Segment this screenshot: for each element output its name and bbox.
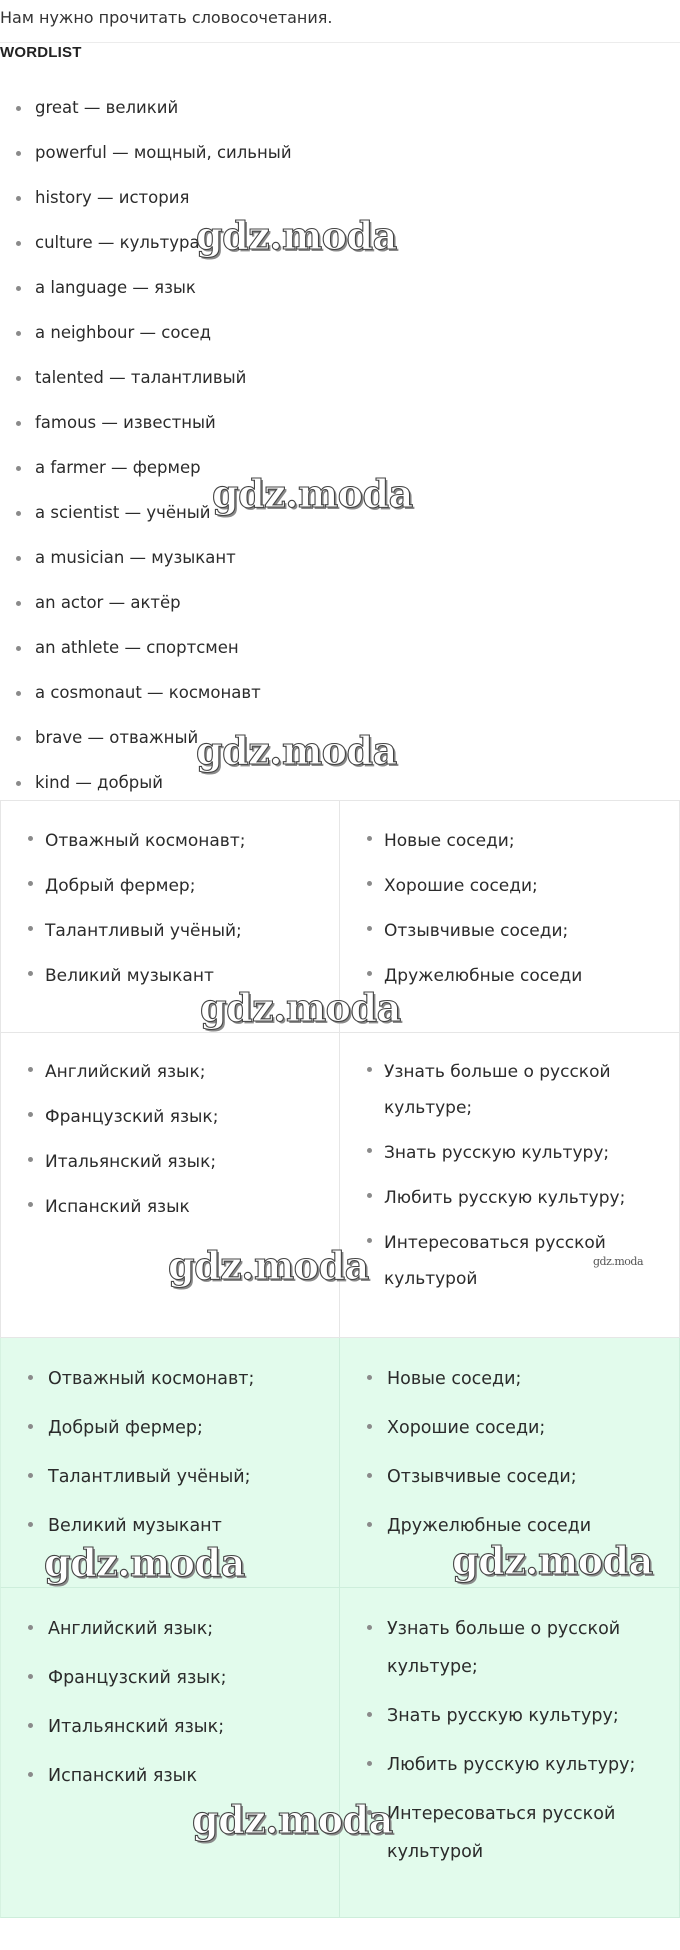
table-cell [340, 1588, 680, 1918]
list-item-text: Талантливый учёный; [48, 1467, 251, 1487]
table-cell [340, 1032, 680, 1338]
list-item [28, 913, 329, 949]
list-item-text: Новые соседи; [384, 831, 515, 851]
list-item-text: Английский язык; [45, 1062, 206, 1082]
list-item-text: Узнать больше о русской культуре; [384, 1062, 611, 1118]
watermark: gdz.moda [44, 1540, 245, 1585]
list-item [367, 1225, 669, 1297]
list-item [28, 1610, 329, 1648]
bullet-icon [367, 1522, 372, 1527]
list-item-text: Великий музыкант [48, 1516, 222, 1536]
bullet-icon [28, 1674, 33, 1679]
bullet-icon [367, 1810, 372, 1815]
list-item [367, 1507, 669, 1545]
cell-list [28, 1610, 329, 1795]
bullet-icon [16, 511, 21, 516]
list-item-text: Испанский язык [48, 1766, 198, 1786]
bullet-icon [28, 1625, 33, 1630]
bullet-icon [367, 1625, 372, 1630]
wordlist-item-text: a language — язык [35, 278, 196, 297]
wordlist-item-text: famous — известный [35, 413, 216, 432]
list-item-text: Испанский язык [45, 1197, 190, 1217]
list-item [28, 1054, 329, 1090]
wordlist-item-text: an actor — актёр [35, 593, 181, 612]
cell-list [28, 1054, 329, 1225]
list-item-text: Талантливый учёный; [45, 921, 242, 941]
list-item [367, 1697, 669, 1735]
bullet-icon [16, 331, 21, 336]
wordlist-item-text: culture — культура [35, 233, 200, 252]
table-cell [0, 801, 340, 1033]
bullet-icon [16, 376, 21, 381]
bullet-icon [367, 1375, 372, 1380]
bullet-icon [28, 836, 33, 841]
watermark: gdz.moda [212, 471, 413, 516]
list-item-text: Интересоваться русской культурой [384, 1233, 606, 1289]
list-item-text: Французский язык; [48, 1668, 227, 1688]
list-item [367, 958, 669, 994]
bullet-icon [16, 286, 21, 291]
table-cell [0, 1338, 340, 1588]
list-item [28, 1507, 329, 1545]
bullet-icon [28, 1202, 33, 1207]
list-item [28, 1458, 329, 1496]
list-item [28, 958, 329, 994]
bullet-icon [28, 1522, 33, 1527]
cell-list [28, 1360, 329, 1545]
wordlist-item-text: a scientist — учёный [35, 503, 211, 522]
wordlist-item-text: great — великий [35, 98, 179, 117]
list-item [28, 1099, 329, 1135]
answer-table-row [0, 1032, 680, 1338]
wordlist-item-text: powerful — мощный, сильный [35, 143, 292, 162]
list-item-text: Итальянский язык; [45, 1152, 217, 1172]
bullet-icon [28, 1112, 33, 1117]
list-item-text: Любить русскую культуру; [384, 1188, 626, 1208]
watermark: gdz.moda [196, 728, 397, 773]
divider [0, 42, 680, 43]
watermark-small: gdz.moda [593, 1255, 644, 1268]
wordlist-item-text: a musician — музыкант [35, 548, 236, 567]
wordlist-item [0, 720, 680, 765]
wordlist-item [0, 585, 680, 630]
list-item-text: Знать русскую культуру; [387, 1706, 619, 1726]
wordlist-item-text: an athlete — спортсмен [35, 638, 239, 657]
bullet-icon [16, 466, 21, 471]
bullet-icon [16, 421, 21, 426]
list-item [28, 1189, 329, 1225]
wordlist-item [0, 135, 680, 180]
list-item-text: Отзывчивые соседи; [387, 1467, 577, 1487]
table-cell [0, 1032, 340, 1338]
bullet-icon [16, 646, 21, 651]
answer-table-row-highlighted [0, 1338, 680, 1588]
bullet-icon [367, 1424, 372, 1429]
list-item [28, 1144, 329, 1180]
wordlist-item [0, 315, 680, 360]
list-item [367, 1054, 669, 1126]
bullet-icon [367, 971, 372, 976]
bullet-icon [28, 1067, 33, 1072]
list-item-text: Хорошие соседи; [387, 1418, 546, 1438]
list-item [367, 1409, 669, 1447]
bullet-icon [28, 1157, 33, 1162]
bullet-icon [16, 781, 21, 786]
wordlist-item [0, 450, 680, 495]
wordlist-item [0, 360, 680, 405]
answer-table-row-highlighted [0, 1588, 680, 1918]
watermark: gdz.moda [168, 1243, 369, 1288]
bullet-icon [28, 1424, 33, 1429]
list-item-text: Дружелюбные соседи [387, 1516, 592, 1536]
list-item [367, 1360, 669, 1398]
bullet-icon [367, 1148, 372, 1153]
list-item-text: Узнать больше о русской культуре; [387, 1619, 621, 1677]
list-item [28, 1409, 329, 1447]
wordlist-item-text: a farmer — фермер [35, 458, 201, 477]
bullet-icon [367, 1712, 372, 1717]
list-item-text: Добрый фермер; [45, 876, 196, 896]
wordlist-item [0, 675, 680, 720]
wordlist-item-text: kind — добрый [35, 773, 163, 792]
bullet-icon [367, 926, 372, 931]
list-item-text: Знать русскую культуру; [384, 1143, 610, 1163]
list-item [28, 1659, 329, 1697]
wordlist-item [0, 90, 680, 135]
wordlist-item [0, 495, 680, 540]
table-cell [0, 1588, 340, 1918]
list-item-text: Итальянский язык; [48, 1717, 225, 1737]
bullet-icon [16, 691, 21, 696]
bullet-icon [16, 106, 21, 111]
wordlist-title: WORDLIST [0, 44, 82, 61]
wordlist-item [0, 180, 680, 225]
bullet-icon [367, 881, 372, 886]
list-item-text: Английский язык; [48, 1619, 214, 1639]
bullet-icon [16, 556, 21, 561]
cell-list [367, 1610, 669, 1871]
bullet-icon [367, 1067, 372, 1072]
list-item-text: Французский язык; [45, 1107, 219, 1127]
bullet-icon [367, 836, 372, 841]
table-cell [340, 1338, 680, 1588]
watermark: gdz.moda [200, 985, 401, 1030]
answer-table-row [0, 800, 680, 1033]
bullet-icon [16, 241, 21, 246]
list-item-text: Хорошие соседи; [384, 876, 538, 896]
wordlist-item-text: talented — талантливый [35, 368, 247, 387]
list-item-text: Отважный космонавт; [45, 831, 246, 851]
list-item-text: Отважный космонавт; [48, 1369, 255, 1389]
cell-list [367, 1054, 669, 1297]
bullet-icon [16, 151, 21, 156]
wordlist [0, 90, 680, 810]
intro-text: Нам нужно прочитать словосочетания. [0, 8, 333, 27]
wordlist-item-text: a neighbour — сосед [35, 323, 212, 342]
list-item [367, 1610, 669, 1686]
bullet-icon [367, 1473, 372, 1478]
list-item [367, 1746, 669, 1784]
bullet-icon [367, 1238, 372, 1243]
list-item [367, 1795, 669, 1871]
cell-list [367, 1360, 669, 1545]
list-item-text: Великий музыкант [45, 966, 214, 986]
list-item-text: Добрый фермер; [48, 1418, 203, 1438]
table-cell [340, 801, 680, 1033]
list-item [28, 823, 329, 859]
bullet-icon [367, 1193, 372, 1198]
list-item [367, 823, 669, 859]
watermark: gdz.moda [192, 1797, 393, 1842]
cell-list [28, 823, 329, 994]
list-item [28, 1757, 329, 1795]
wordlist-item [0, 270, 680, 315]
bullet-icon [28, 971, 33, 976]
list-item-text: Отзывчивые соседи; [384, 921, 569, 941]
list-item-text: Новые соседи; [387, 1369, 522, 1389]
list-item [28, 868, 329, 904]
bullet-icon [28, 1375, 33, 1380]
bullet-icon [28, 881, 33, 886]
wordlist-item-text: history — история [35, 188, 190, 207]
list-item-text: Интересоваться русской культурой [387, 1804, 616, 1862]
list-item-text: Дружелюбные соседи [384, 966, 583, 986]
bullet-icon [28, 926, 33, 931]
bullet-icon [28, 1772, 33, 1777]
list-item [367, 1180, 669, 1216]
bullet-icon [16, 196, 21, 201]
bullet-icon [16, 601, 21, 606]
list-item [28, 1360, 329, 1398]
list-item [367, 868, 669, 904]
list-item [367, 913, 669, 949]
list-item [28, 1708, 329, 1746]
wordlist-item-text: a cosmonaut — космонавт [35, 683, 261, 702]
bullet-icon [28, 1473, 33, 1478]
cell-list [367, 823, 669, 994]
wordlist-item [0, 225, 680, 270]
bullet-icon [367, 1761, 372, 1766]
watermark: gdz.moda [196, 213, 397, 258]
wordlist-item-text: brave — отважный [35, 728, 199, 747]
list-item [367, 1458, 669, 1496]
wordlist-item [0, 630, 680, 675]
wordlist-item [0, 405, 680, 450]
bullet-icon [28, 1723, 33, 1728]
bullet-icon [16, 736, 21, 741]
list-item [367, 1135, 669, 1171]
watermark: gdz.moda [452, 1538, 653, 1583]
list-item-text: Любить русскую культуру; [387, 1755, 636, 1775]
wordlist-item [0, 540, 680, 585]
